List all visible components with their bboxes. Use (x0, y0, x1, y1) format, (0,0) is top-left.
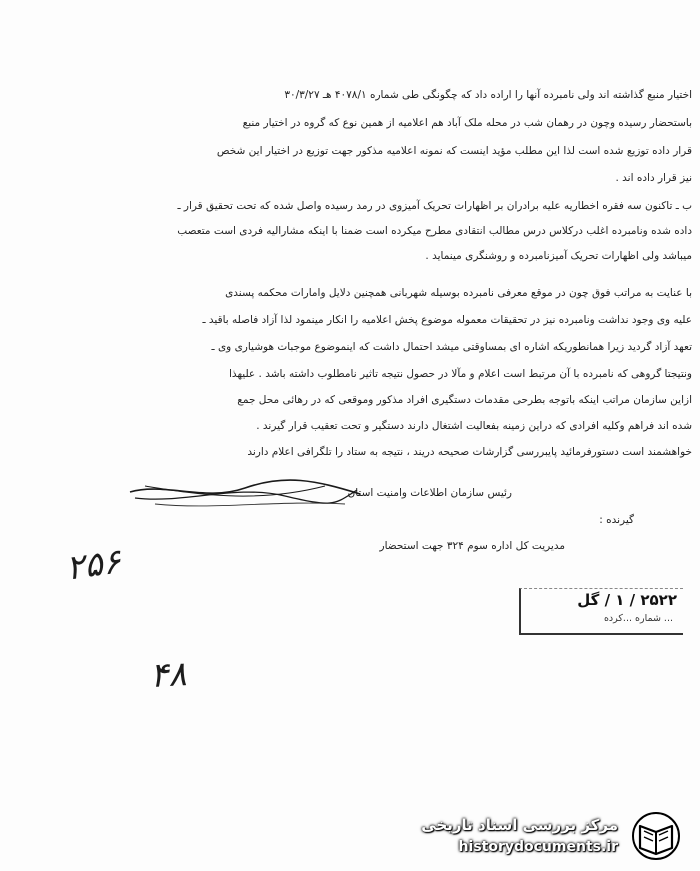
watermark-url: historydocuments.ir (458, 839, 618, 855)
document-line: با عنایت به مراتب فوق چون در موقع معرفی نامبرده بوسیله شهربانی همچنین دلایل وامارات محکمه پسندی (225, 287, 692, 299)
document-line: علیه وی وجود نداشت ونامبرده نیز در تحقیقات معموله موضوع پخش اعلامیه را انکار مینمود لذا آزاد فاصله باقید ـ (202, 314, 692, 326)
watermark (396, 810, 686, 862)
distribution-label: گیرنده : (599, 514, 634, 526)
document-line: ازاین سازمان مراتب اینکه باتوجه بطرحی مقدمات دستگیری افراد مذکور وموقعی که در رهائی محل جمع (237, 394, 692, 406)
document-line: ونتیجتا گروهی که نامبرده با آن مرتبط است اعلام و مآلا در حصول نتیجه تاثیر نامطلوب داشته باشد . علیهذا (229, 368, 692, 380)
document-line: میباشد ولی اظهارات تحریک آمیزنامبرده و روشنگری مینماید . (425, 250, 692, 262)
document-line: تعهد آزاد گردید زیرا همانطوریکه اشاره ای بمساوقتی میشد احتمال داشت که اینموضوع موجبات هوشیاری وی ـ (211, 341, 692, 353)
distribution-line: مدیریت کل اداره سوم ۳۲۴ جهت استحضار (379, 540, 565, 552)
document-line: نیز قرار داده اند . (615, 172, 692, 184)
document-line: اختیار منبع گذاشته اند ولی نامبرده آنها را اراده داد که چگونگی طی شماره ۴۰۷۸/۱ هـ ۳۰/۳/۲۷ (284, 89, 692, 101)
document-line: ب ـ تاکنون سه فقره اخطاریه علیه برادران بر اظهارات تحریک آمیزوی در رمد رسیده واصل شده که تحت تحقیق قرار ـ (177, 200, 692, 212)
stamp-number: ۲۵۲۲ / ۱ / گل (577, 591, 677, 609)
document-line: باستحضار رسیده وچون در رهمان شب در محله ملک آباد هم اعلامیه از همین نوع که گروه در اختیار منبع (242, 117, 692, 129)
stamp-label: ... شماره ...کرده (603, 613, 673, 624)
archive-logo-icon (626, 810, 686, 862)
document-line: قرار داده توزیع شده است لذا این مطلب مؤید اینست که نمونه اعلامیه مذکور جهت توزیع در اختیار این شخص (216, 145, 692, 157)
handwritten-page-number: ۴۸ (148, 654, 188, 696)
document-line: خواهشمند است دستورفرمائید پایبررسی گزارشات صحیحه دریند ، نتیجه به ستاد را تلگرافی اعلام دارند (247, 446, 692, 458)
document-line: داده شده ونامبرده اغلب درکلاس درس مطالب انتقادی مطرح میکرده است ضمنا با اینکه مشارالیه فردی است متعصب (177, 225, 692, 237)
watermark-title: مرکز بررسی اسناد تاریخی (421, 816, 618, 834)
signature-title: رئیس سازمان اطلاعات وامنیت استان (347, 487, 512, 499)
document-line: شده اند فراهم وکلیه افرادی که دراین زمینه بفعالیت اشتغال دارند دستگیر و تحت تعقیب قرار گیرند . (256, 420, 692, 432)
registration-stamp (519, 588, 683, 635)
signature-scribble (125, 474, 365, 514)
handwritten-number: ۲۵۶ (63, 541, 124, 589)
